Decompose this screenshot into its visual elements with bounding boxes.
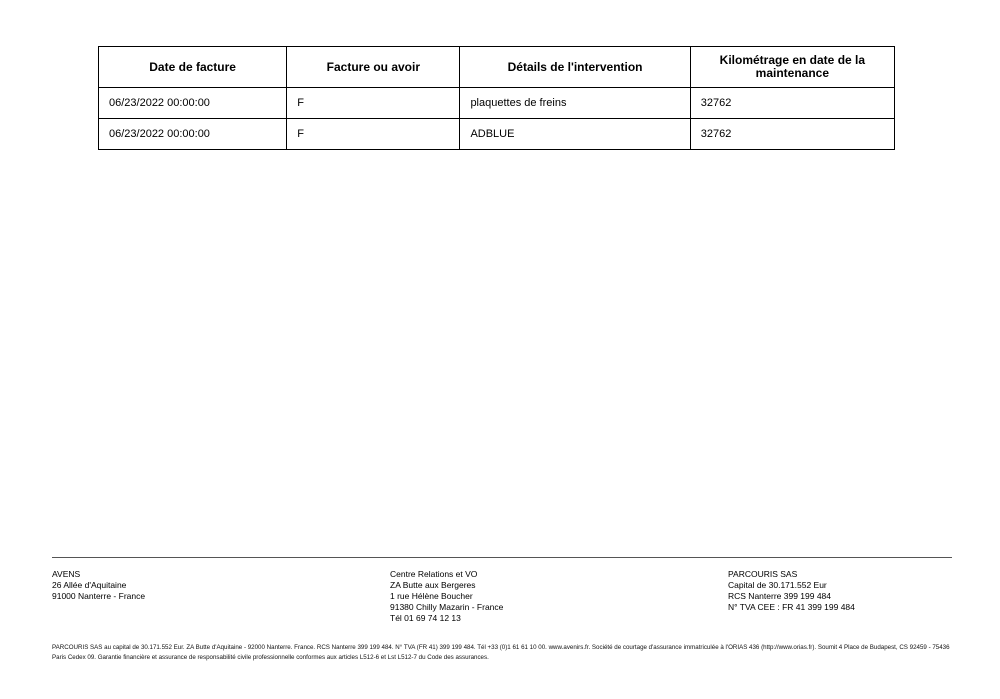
footer-divider <box>52 557 952 558</box>
footer-center-line: Centre Relations et VO <box>390 569 478 579</box>
cell-intervention-details: plaquettes de freins <box>460 88 690 119</box>
cell-invoice-date: 06/23/2022 00:00:00 <box>99 88 287 119</box>
footer-left-line: 91000 Nanterre - France <box>52 591 146 601</box>
header-mileage: Kilométrage en date de la maintenance <box>690 47 894 88</box>
footer-left-line: 26 Allée d'Aquitaine <box>52 580 127 590</box>
footer-address-center <box>390 569 503 624</box>
footer-right-line: PARCOURIS SAS <box>728 569 798 579</box>
table-row <box>99 88 895 119</box>
footer-legal-notice: PARCOURIS SAS au capital de 30.171.552 Eur. ZA Butte d'Aquitaine - 92000 Nanterre. France. RCS Nanterre 399 199 484. N° TVA (FR 41) 399 199 484. Tél +33 (0)1 61 61 10 00. www.avenirs.fr. Société de courtage d'assurance immatriculée à l'ORIAS 436 (http://www.orias.fr). Soumit 4 Place de Budapest, CS 92459 - 75436 Paris Cedex 09. Garantie financière et assurance de responsabilité civile professionnelle conformes aux articles L512-6 et Lst L512-7 du Code des assurances. <box>52 644 950 661</box>
footer-left-line: AVENS <box>52 569 81 579</box>
footer-center-line: 91380 Chilly Mazarin - France <box>390 602 504 612</box>
cell-mileage: 32762 <box>690 119 894 150</box>
cell-intervention-details: ADBLUE <box>460 119 690 150</box>
cell-invoice-type: F <box>287 88 460 119</box>
footer-center-line: Tél 01 69 74 12 13 <box>390 613 461 623</box>
table-header-row <box>99 47 895 88</box>
header-invoice-or-credit: Facture ou avoir <box>287 47 460 88</box>
footer-center-line: 1 rue Hélène Boucher <box>390 591 473 601</box>
maintenance-table <box>98 46 895 150</box>
footer-right-line: N° TVA CEE : FR 41 399 199 484 <box>728 602 855 612</box>
cell-invoice-type: F <box>287 119 460 150</box>
footer-right-line: Capital de 30.171.552 Eur <box>728 580 827 590</box>
footer-center-line: ZA Butte aux Bergeres <box>390 580 476 590</box>
footer-address-right <box>728 569 855 613</box>
header-invoice-date: Date de facture <box>99 47 287 88</box>
cell-mileage: 32762 <box>690 88 894 119</box>
table-row <box>99 119 895 150</box>
footer-right-line: RCS Nanterre 399 199 484 <box>728 591 832 601</box>
cell-invoice-date: 06/23/2022 00:00:00 <box>99 119 287 150</box>
header-intervention-details: Détails de l'intervention <box>460 47 690 88</box>
footer-address-left <box>52 569 145 602</box>
